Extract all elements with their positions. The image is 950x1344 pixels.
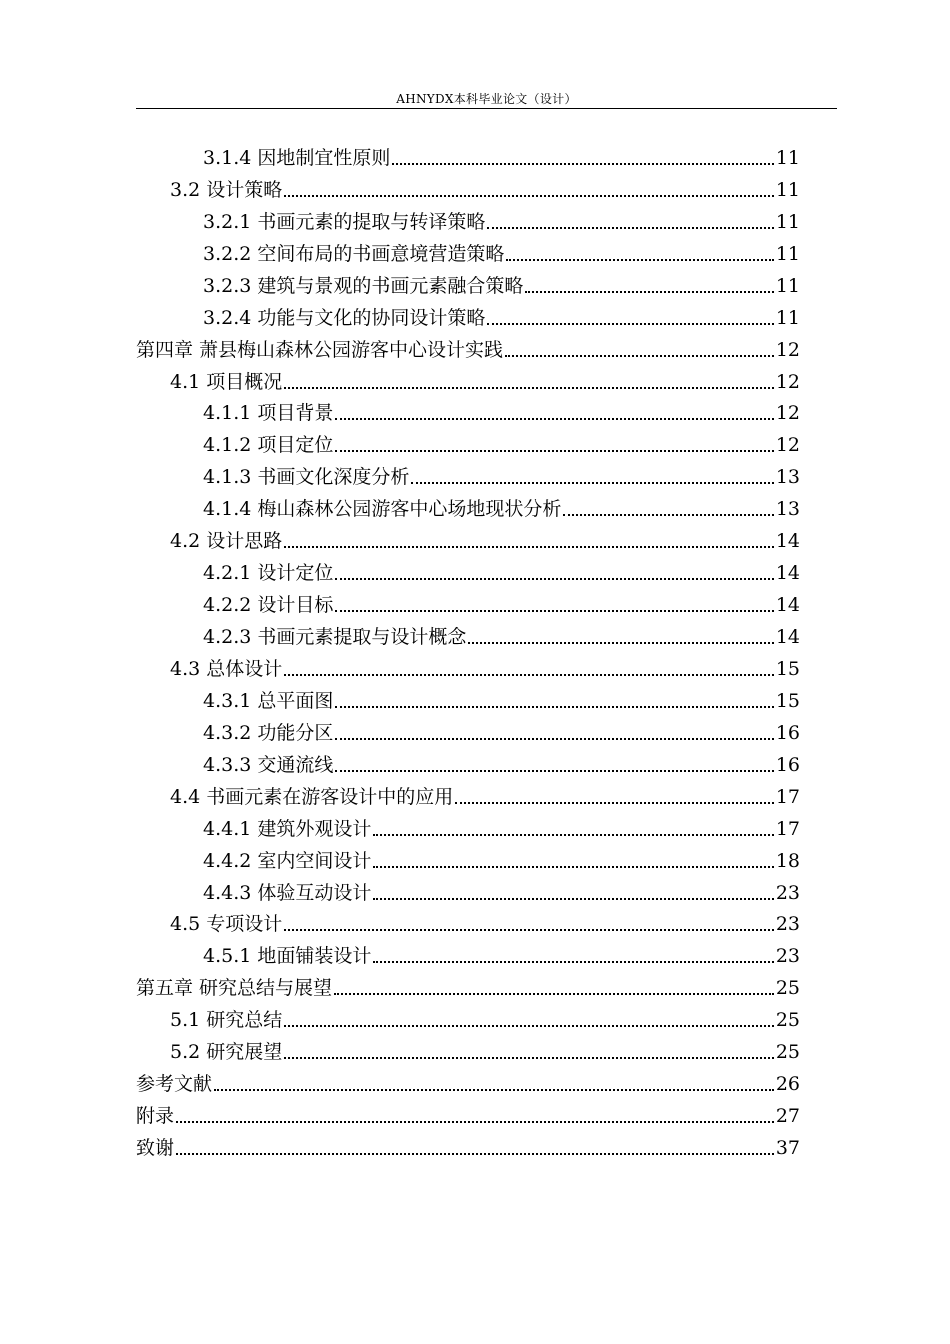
toc-entry-title: 4.2 设计思路 [170,530,283,553]
toc-entry-page-number: 18 [775,849,800,872]
toc-entry-page-number: 13 [775,466,800,489]
toc-entry[interactable] [136,425,800,457]
toc-dot-leader [284,1040,776,1064]
toc-dot-leader [392,146,775,170]
toc-entry-page-number: 37 [775,1137,800,1159]
toc-entry-page-number: 25 [775,1041,800,1064]
toc-entry-title: 致谢 [136,1137,175,1159]
toc-entry-page-number: 12 [775,402,800,425]
toc-entry-page-number: 11 [775,210,800,233]
toc-entry-title: 5.2 研究展望 [170,1041,283,1064]
toc-entry-title: 3.2.1 书画元素的提取与转译策略 [203,210,486,233]
toc-entry-page-number: 17 [775,817,800,840]
toc-dot-leader [335,433,775,457]
toc-dot-leader [176,1104,776,1128]
toc-entry-page-number: 12 [775,434,800,457]
toc-entry[interactable] [136,649,800,681]
toc-dot-leader [468,625,775,649]
toc-dot-leader [284,657,776,681]
toc-dot-leader [284,370,776,394]
toc-entry[interactable] [136,1032,800,1064]
toc-entry-page-number: 25 [775,977,800,1000]
toc-entry-page-number: 14 [775,594,800,617]
toc-entry-page-number: 26 [775,1073,800,1096]
toc-dot-leader [284,178,776,202]
toc-dot-leader [176,1136,776,1160]
toc-entry-title: 3.2.2 空间布局的书画意境营造策略 [203,242,505,265]
toc-entry-title: 3.1.4 因地制宜性原则 [203,146,391,169]
toc-entry-title: 4.4.1 建筑外观设计 [203,817,372,840]
toc-entry-page-number: 11 [775,274,800,297]
toc-entry[interactable] [136,234,800,266]
toc-entry-title: 4.5 专项设计 [170,913,283,936]
toc-entry-page-number: 14 [775,562,800,585]
toc-dot-leader [373,849,775,873]
page-header [136,88,837,109]
toc-entry[interactable] [136,170,800,202]
toc-entry-title: 4.1.1 项目背景 [203,402,334,425]
toc-entry[interactable] [136,905,800,937]
toc-entry-title: 3.2 设计策略 [170,178,283,201]
toc-dot-leader [506,242,775,266]
toc-entry-page-number: 14 [775,626,800,648]
toc-entry[interactable] [136,873,800,905]
toc-entry-title: 4.3.2 功能分区 [203,721,334,744]
toc-dot-leader [284,912,776,936]
toc-entry-title: 4.3.1 总平面图 [203,689,334,712]
toc-dot-leader [335,753,775,777]
toc-entry[interactable] [136,1096,800,1128]
toc-entry[interactable] [136,298,800,330]
header-title: AHNYDX本科毕业论文（设计） [396,92,577,106]
toc-dot-leader [334,976,776,1000]
toc-dot-leader [335,561,775,585]
toc-entry-title: 4.2.1 设计定位 [203,562,334,585]
toc-dot-leader [525,274,775,298]
toc-entry[interactable] [136,745,800,777]
toc-dot-leader [335,689,775,713]
toc-dot-leader [411,465,775,489]
toc-dot-leader [214,1072,776,1096]
toc-entry-title: 附录 [136,1105,175,1128]
toc-entry-page-number: 16 [775,753,800,776]
toc-entry-title: 4.4 书画元素在游客设计中的应用 [170,785,454,808]
toc-entry-page-number: 11 [775,178,800,201]
toc-entry[interactable] [136,521,800,553]
toc-entry-page-number: 12 [775,338,800,361]
toc-entry-title: 5.1 研究总结 [170,1009,283,1032]
toc-entry-page-number: 25 [775,1009,800,1032]
toc-entry[interactable] [136,809,800,841]
toc-dot-leader [373,944,775,968]
toc-entry[interactable] [136,1064,800,1096]
toc-dot-leader [487,210,775,234]
toc-entry-title: 4.1.2 项目定位 [203,434,334,457]
toc-dot-leader [335,401,775,425]
toc-entry-title: 4.1.3 书画文化深度分析 [203,466,410,489]
toc-dot-leader [455,785,776,809]
toc-entry[interactable] [136,713,800,745]
toc-entry[interactable] [136,1000,800,1032]
toc-entry-page-number: 13 [775,498,800,521]
toc-entry-title: 4.5.1 地面铺装设计 [203,945,372,968]
toc-entry-page-number: 11 [775,242,800,265]
toc-entry[interactable] [136,330,800,362]
toc-dot-leader [373,817,775,841]
toc-dot-leader [284,529,776,553]
toc-entry-title: 4.1 项目概况 [170,370,283,393]
toc-entry-page-number: 23 [775,881,800,904]
toc-entry[interactable] [136,394,800,426]
toc-entry-title: 4.2.2 设计目标 [203,594,334,617]
toc-entry-title: 参考文献 [136,1073,213,1096]
toc-entry-page-number: 14 [775,530,800,553]
toc-entry[interactable] [136,553,800,585]
toc-entry[interactable] [136,202,800,234]
toc-entry[interactable] [136,841,800,873]
toc-dot-leader [373,881,775,905]
toc-entry[interactable] [136,457,800,489]
toc-entry-title: 4.1.4 梅山森林公园游客中心场地现状分析 [203,498,562,521]
toc-entry-page-number: 11 [775,146,800,169]
toc-entry-title: 3.2.4 功能与文化的协同设计策略 [203,306,486,329]
toc-entry[interactable] [136,585,800,617]
toc-entry-page-number: 17 [775,785,800,808]
toc-entry-page-number: 15 [775,657,800,680]
toc-entry-title: 第四章 萧县梅山森林公园游客中心设计实践 [136,338,504,361]
toc-entry-page-number: 15 [775,689,800,712]
toc-dot-leader [505,338,776,362]
toc-entry[interactable] [136,138,800,170]
toc-entry[interactable] [136,681,800,713]
toc-dot-leader [284,1008,776,1032]
toc-entry[interactable] [136,617,800,649]
toc-entry[interactable] [136,489,800,521]
toc-entry[interactable] [136,1128,800,1160]
toc-entry[interactable] [136,777,800,809]
toc-entry-page-number: 11 [775,306,800,329]
toc-entry-page-number: 16 [775,721,800,744]
toc-entry-title: 4.4.2 室内空间设计 [203,849,372,872]
toc-dot-leader [487,306,775,330]
toc-entry-title: 4.4.3 体验互动设计 [203,881,372,904]
toc-entry-title: 4.3.3 交通流线 [203,753,334,776]
toc-entry-title: 4.2.3 书画元素提取与设计概念 [203,626,467,648]
toc-dot-leader [563,497,775,521]
toc-entry[interactable] [136,968,800,1000]
toc-dot-leader [335,721,775,745]
toc-entry[interactable] [136,362,800,394]
toc-entry-page-number: 27 [775,1105,800,1128]
table-of-contents [136,138,800,1160]
toc-entry-page-number: 23 [775,913,800,936]
toc-entry-title: 4.3 总体设计 [170,657,283,680]
toc-entry-page-number: 23 [775,945,800,968]
toc-entry-page-number: 12 [775,370,800,393]
toc-entry-title: 3.2.3 建筑与景观的书画元素融合策略 [203,274,524,297]
toc-dot-leader [335,593,775,617]
toc-entry[interactable] [136,936,800,968]
toc-entry[interactable] [136,266,800,298]
toc-entry-title: 第五章 研究总结与展望 [136,977,333,1000]
